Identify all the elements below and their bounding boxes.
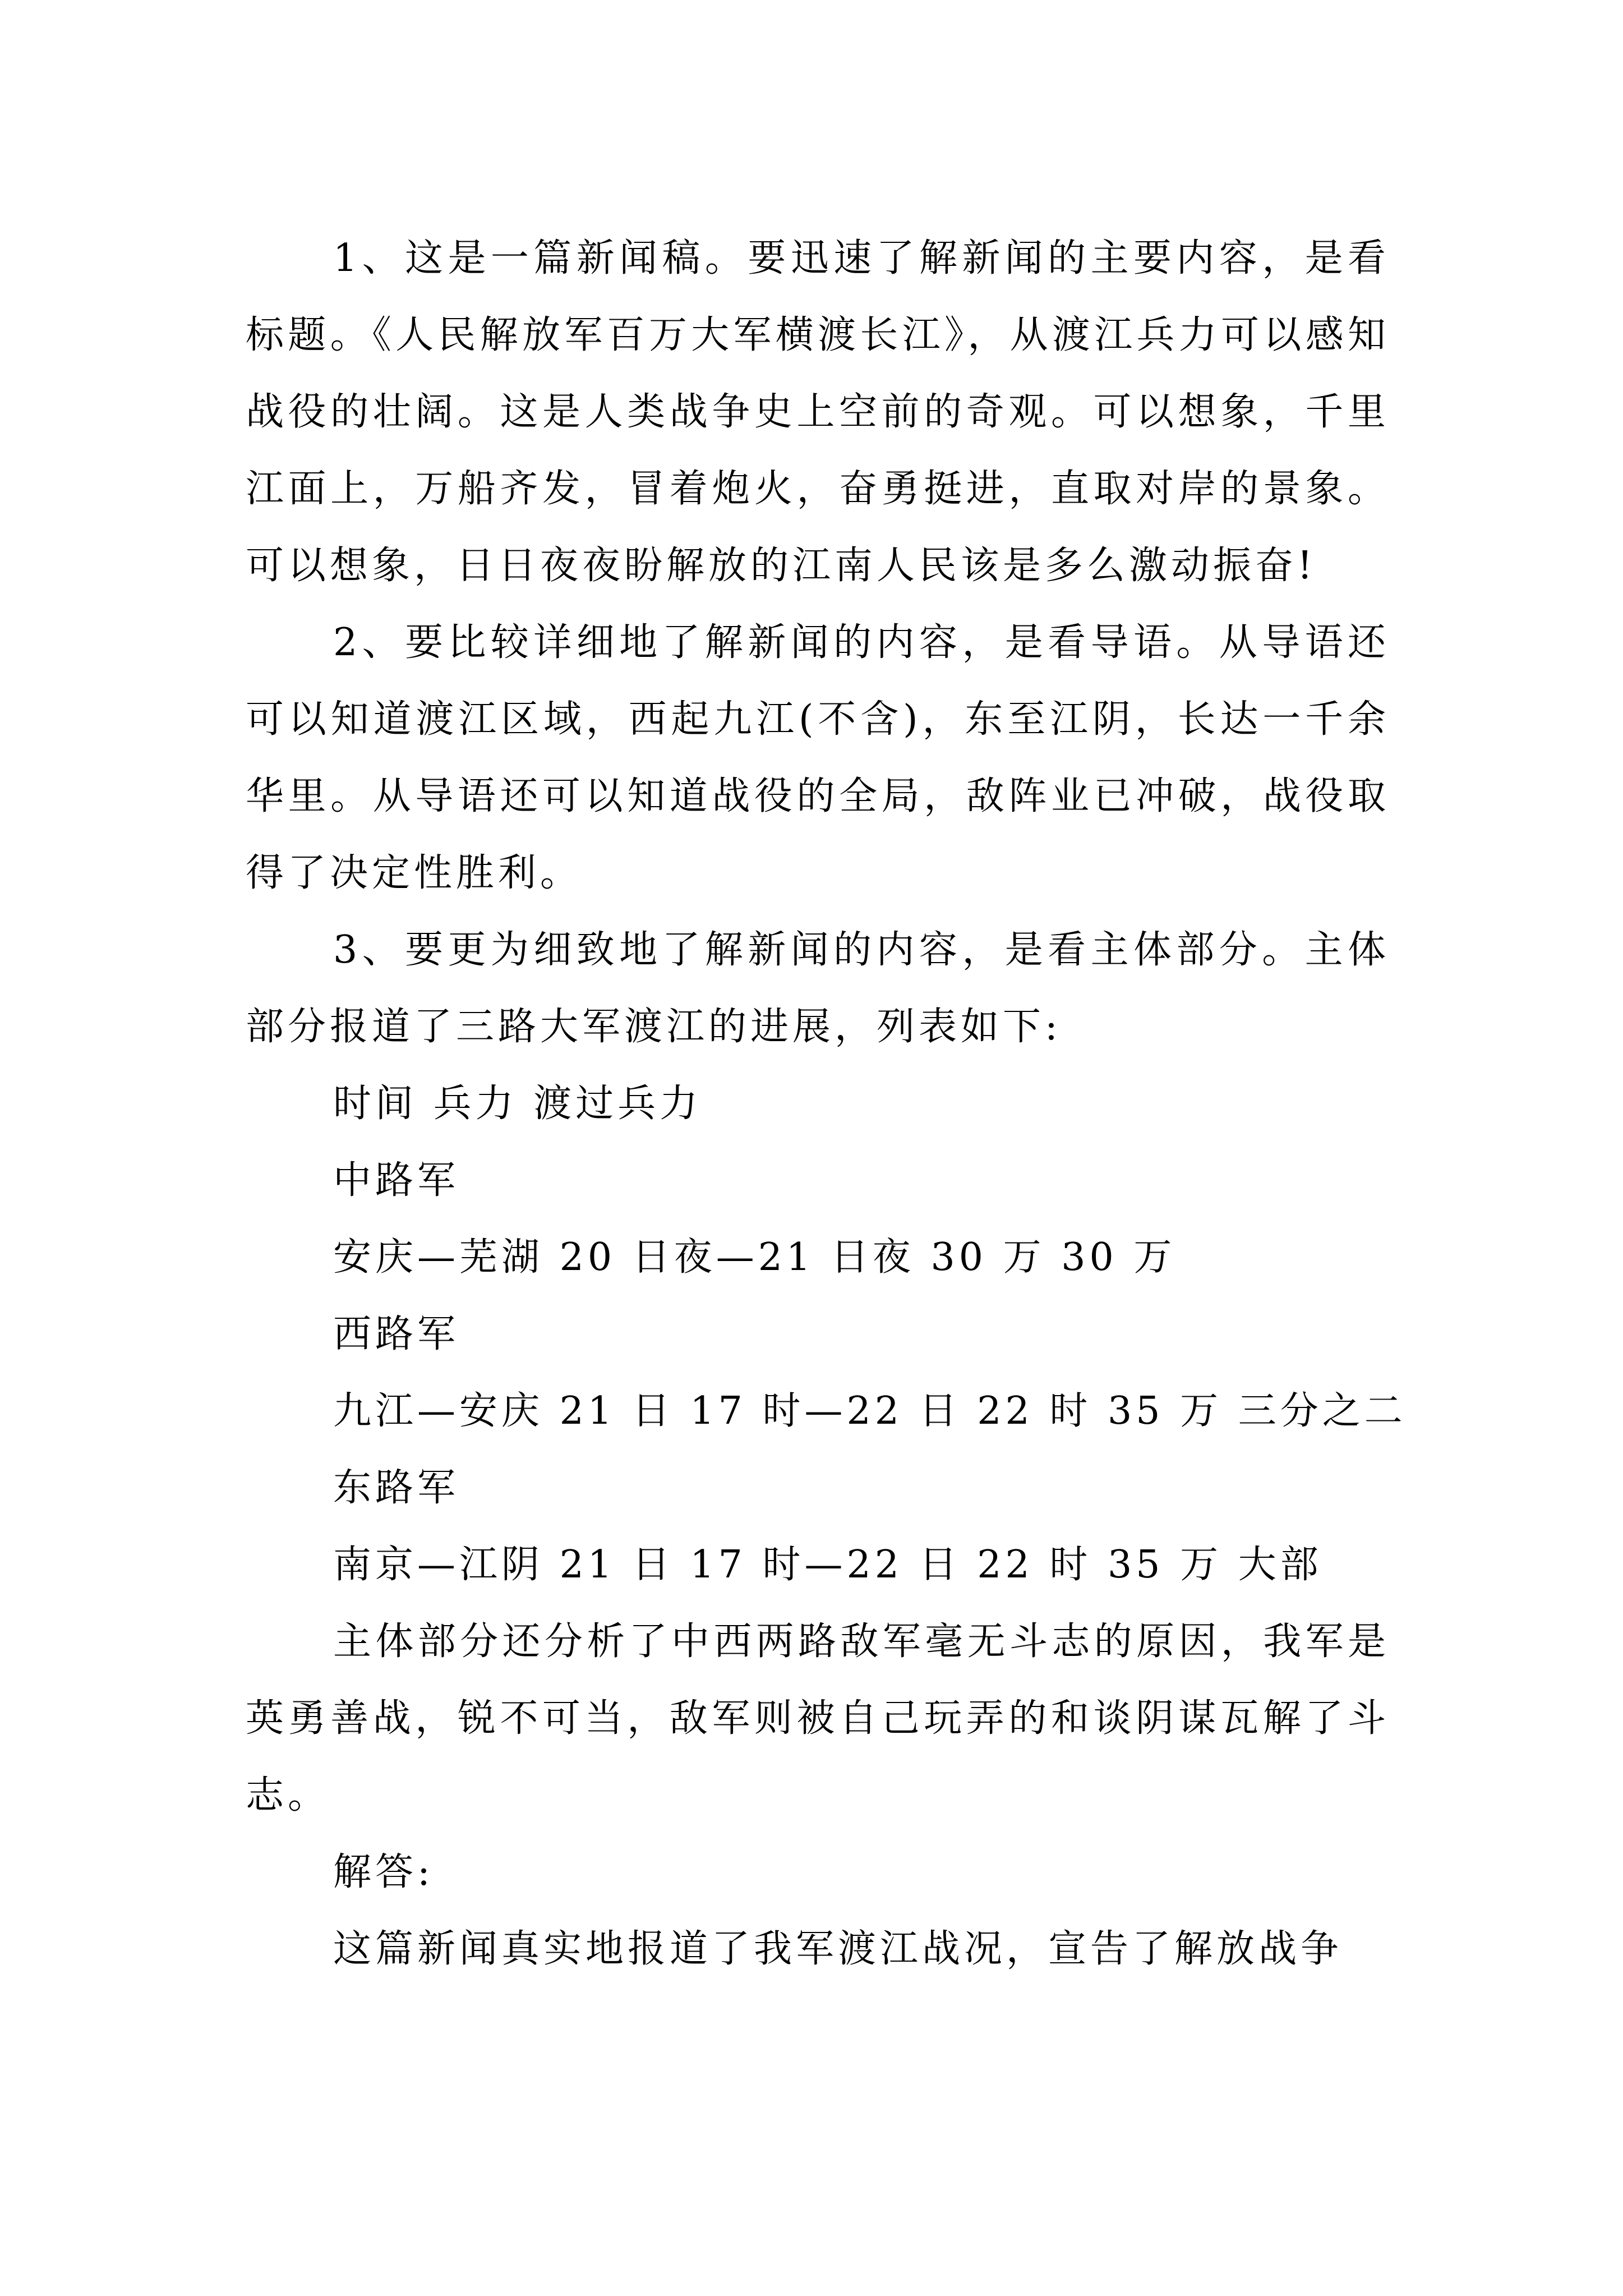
paragraph-headline-analysis: 1、这是一篇新闻稿。要迅速了解新闻的主要内容，是看标题。《人民解放军百万大军横渡长江》，从渡江兵力可以感知战役的壮阔。这是人类战争史上空前的奇观。可以想象，千里江面上，万船齐发，冒着炮火，奋勇挺进，直取对岸的景象。可以想象，日日夜夜盼解放的江南人民该是多么激动振奋! (246, 236, 1390, 588)
document-body (246, 220, 1407, 1987)
table-line-eastern-details: 南京—江阴 21 日 17 时—22 日 22 时 35 万 大部 (333, 1543, 1322, 1587)
table-line-eastern-army: 东路军 (333, 1466, 460, 1510)
paragraph-answer-start: 这篇新闻真实地报道了我军渡江战况，宣告了解放战争 (333, 1927, 1343, 1971)
paragraph-enemy-analysis: 主体部分还分析了中西两路敌军毫无斗志的原因，我军是英勇善战，锐不可当，敌军则被自己玩弄的和谈阴谋瓦解了斗志。 (246, 1619, 1390, 1818)
table-line-central-army: 中路军 (333, 1158, 460, 1203)
table-line-central-details: 安庆—芜湖 20 日夜—21 日夜 30 万 30 万 (333, 1235, 1176, 1280)
answer-label: 解答: (333, 1850, 434, 1894)
table-line-western-details: 九江—安庆 21 日 17 时—22 日 22 时 35 万 三分之二 (333, 1389, 1407, 1433)
table-header-line: 时间 兵力 渡过兵力 (333, 1082, 702, 1126)
table-line-western-army: 西路军 (333, 1312, 460, 1356)
paragraph-lead-analysis: 2、要比较详细地了解新闻的内容，是看导语。从导语还可以知道渡江区域，西起九江(不含)，东至江阴，长达一千余华里。从导语还可以知道战役的全局，敌阵业已冲破，战役取得了决定性胜利。 (246, 620, 1390, 895)
paragraph-body-analysis: 3、要更为细致地了解新闻的内容，是看主体部分。主体部分报道了三路大军渡江的进展，列表如下: (246, 928, 1390, 1049)
